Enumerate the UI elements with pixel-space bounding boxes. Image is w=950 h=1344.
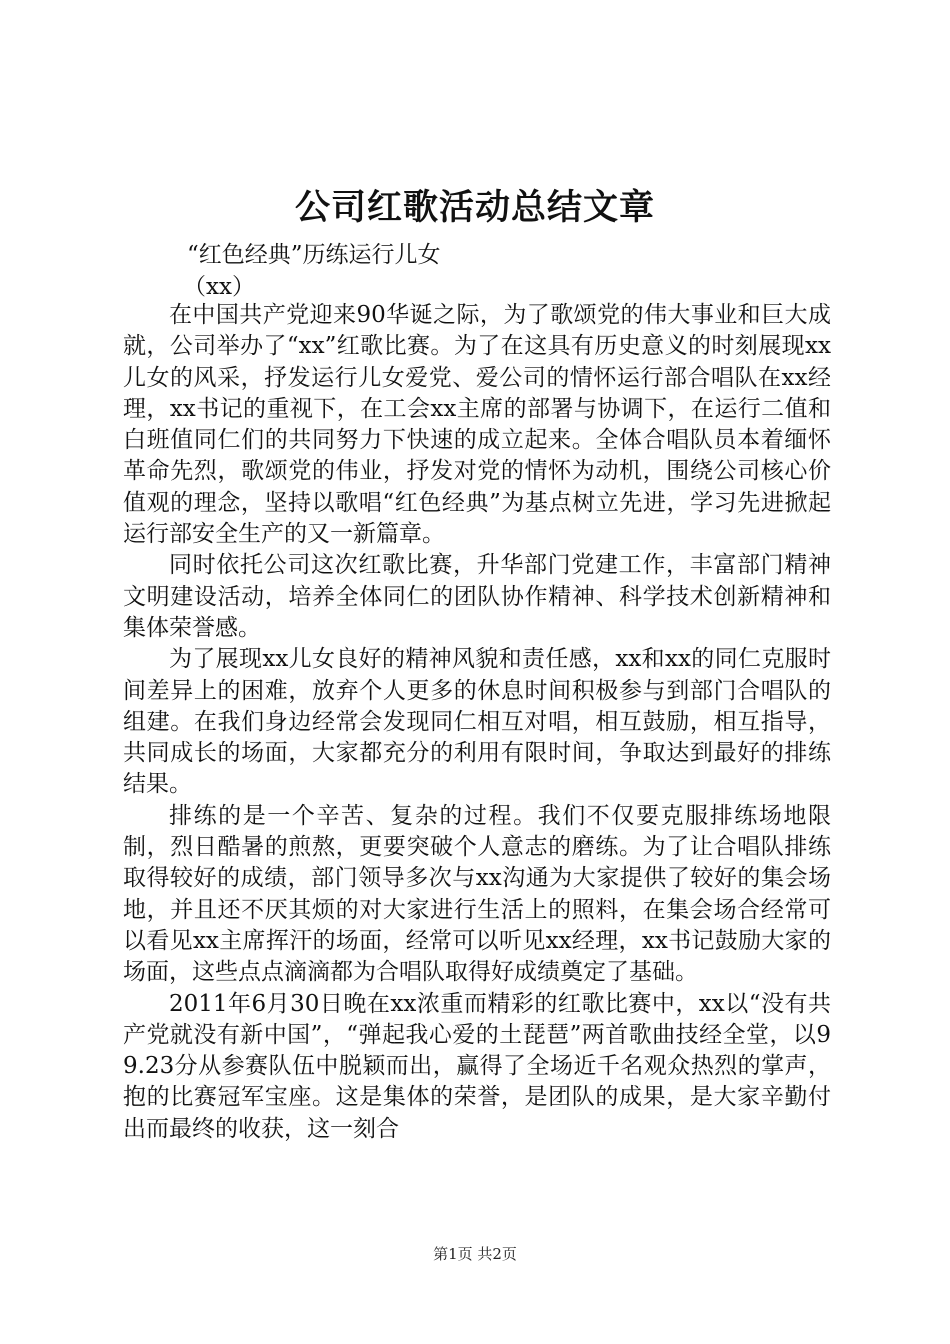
paragraph: 同时依托公司这次红歌比赛，升华部门党建工作，丰富部门精神文明建设活动，培养全体同仁的团队协作精神、科学技术创新精神和集体荣誉感。 (123, 552, 831, 641)
page-footer: 第1页 共2页 (433, 1245, 517, 1263)
paragraph: 在中国共产党迎来90华诞之际，为了歌颂党的伟大事业和巨大成就，公司举办了“xx”红歌比赛。为了在这具有历史意义的时刻展现xx儿女的风采，抒发运行儿女爱党、爱公司的情怀运行部合唱队在xx经理，xx书记的重视下，在工会xx主席的部署与协调下，在运行二值和白班值同仁们的共同努力下快速的成立起来。全体合唱队员本着缅怀革命先烈，歌颂党的伟业，抒发对党的情怀为动机，围绕公司核心价值观的理念，坚持以歌唱“红色经典”为基点树立先进，学习先进掀起运行部安全生产的又一新篇章。 (123, 302, 831, 548)
paragraph: 为了展现xx儿女良好的精神风貌和责任感，xx和xx的同仁克服时间差异上的困难，放弃个人更多的休息时间积极参与到部门合唱队的组建。在我们身边经常会发现同仁相互对唱，相互鼓励，相互指导，共同成长的场面，大家都充分的利用有限时间，争取达到最好的排练结果。 (123, 646, 831, 798)
document-subtitle: “红色经典”历练运行儿女 (187, 242, 441, 268)
paragraph: 2011年6月30日晚在xx浓重而精彩的红歌比赛中，xx以“没有共产党就没有新中国”，“弹起我心爱的土琵琶”两首歌曲技经全堂，以99.23分从参赛队伍中脱颖而出，赢得了全场近千名观众热烈的掌声，抱的比赛冠军宝座。这是集体的荣誉，是团队的成果，是大家辛勤付出而最终的收获，这一刻合 (123, 990, 831, 1142)
paragraph: 排练的是一个辛苦、复杂的过程。我们不仅要克服排练场地限制，烈日酷暑的煎熬，更要突破个人意志的磨练。为了让合唱队排练取得较好的成绩，部门领导多次与xx沟通为大家提供了较好的集会场地，并且还不厌其烦的对大家进行生活上的照料，在集会场合经常可以看见xx主席挥汗的场面，经常可以听见xx经理，xx书记鼓励大家的场面，这些点点滴滴都为合唱队取得好成绩奠定了基础。 (123, 802, 831, 986)
document-body (123, 300, 831, 1145)
document-author: （xx） (183, 274, 255, 300)
document-title: 公司红歌活动总结文章 (294, 187, 655, 228)
